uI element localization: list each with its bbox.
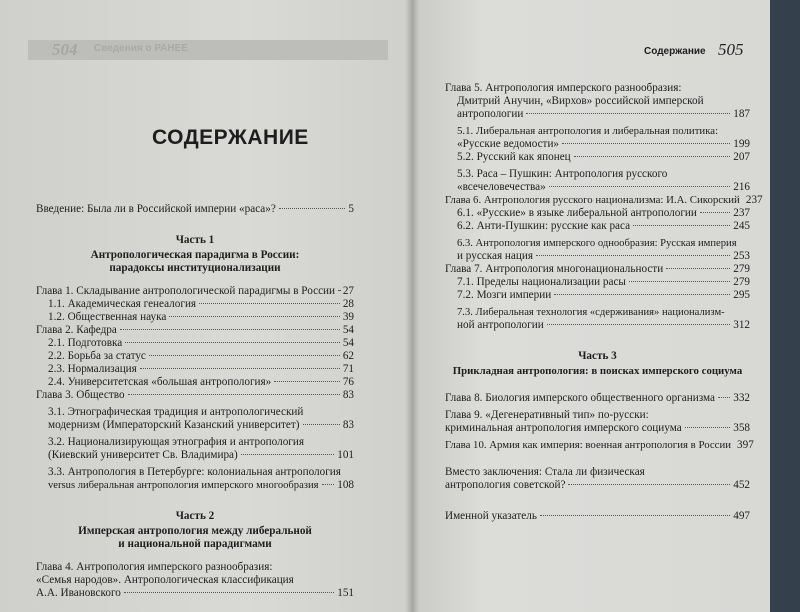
part-1-title-line-2: парадоксы институционализации <box>109 262 281 274</box>
toc-entry[interactable]: 2.2. Борьба за статус 62 <box>48 350 354 362</box>
toc-entry-6-1[interactable]: 6.1. «Русские» в языке либеральной антропологии 237 <box>457 207 750 219</box>
book-background-edge <box>770 0 800 612</box>
toc-entry-index[interactable]: Именной указатель 497 <box>445 510 750 522</box>
toc-entry[interactable]: 2.3. Нормализация 71 <box>48 363 354 375</box>
right-running-head: Содержание <box>644 46 706 57</box>
toc-entry-5-3[interactable]: 5.3. Раса – Пушкин: Антропология русского «всечеловечества» 216 <box>457 168 750 193</box>
toc-entry-ch7[interactable]: Глава 7. Антропология многонациональности 279 <box>445 263 750 275</box>
toc-right <box>445 82 763 523</box>
toc-entry-3-3[interactable]: 3.3. Антропология в Петербурге: колониальная антропология versus либеральная антропология имперского многообразия 108 <box>48 466 354 491</box>
toc-entry-5-2[interactable]: 5.2. Русский как японец 207 <box>457 151 750 163</box>
toc-entry[interactable]: Глава 2. Кафедра 54 <box>36 324 354 336</box>
part-3-label: Часть 3 <box>578 350 617 362</box>
toc-entry[interactable]: 2.4. Университетская «большая антропология» 76 <box>48 376 354 388</box>
toc-entry-ch5[interactable]: Глава 5. Антропология имперского разнообразия: Дмитрий Анучин, «Вирхов» российской имперской антропологии 187 <box>445 82 750 120</box>
toc-entry-conclusion[interactable]: Вместо заключения: Стала ли физическая антропология советской? 452 <box>445 466 750 491</box>
toc-left <box>36 203 354 600</box>
toc-entry-7-2[interactable]: 7.2. Мозги империи 295 <box>457 289 750 301</box>
toc-entry-7-3[interactable]: 7.3. Либеральная технология «сдерживания» национализм- ной антропологии 312 <box>457 307 750 331</box>
left-running-head: Сведения о РАНЕЕ <box>94 43 188 54</box>
toc-entry[interactable]: 2.1. Подготовка 54 <box>48 337 354 349</box>
right-page-number: 505 <box>718 40 744 59</box>
toc-entry-ch8[interactable]: Глава 8. Биология имперского общественного организма 332 <box>445 392 750 404</box>
toc-entry-5-1[interactable]: 5.1. Либеральная антропология и либеральная политика: «Русские ведомости» 199 <box>457 125 750 150</box>
toc-entry-3-1[interactable]: 3.1. Этнографическая традиция и антропологический модернизм (Императорский Казанский университет) 83 <box>48 406 354 431</box>
part-1-label: Часть 1 <box>175 234 215 246</box>
part-2-title-line-1: Имперская антропология между либеральной <box>78 525 312 537</box>
part-2-label: Часть 2 <box>175 510 215 522</box>
part-3-title: Прикладная антропология: в поисках имперского социума <box>452 365 743 377</box>
toc-entry-ch4[interactable]: Глава 4. Антропология имперского разнообразия: «Семья народов». Антропологическая классификация А.А. Ивановского 151 <box>36 561 354 599</box>
toc-entry[interactable]: 1.2. Общественная наука 39 <box>48 311 354 323</box>
toc-entry[interactable]: Глава 3. Общество 83 <box>36 389 354 401</box>
part-2-title-line-2: и национальной парадигмами <box>118 538 272 550</box>
right-page <box>412 0 770 612</box>
part-1-title-line-1: Антропологическая парадигма в России: <box>90 249 300 261</box>
toc-entry-7-1[interactable]: 7.1. Пределы национализации расы 279 <box>457 276 750 288</box>
toc-entry-6-2[interactable]: 6.2. Анти-Пушкин: русские как раса 245 <box>457 220 750 232</box>
toc-entry-6-3[interactable]: 6.3. Антропология имперского однообразия: Русская империя и русская нация 253 <box>457 238 750 262</box>
page-title: СОДЕРЖАНИЕ <box>152 126 309 149</box>
left-page-number: 504 <box>52 40 78 59</box>
toc-entry-ch10[interactable]: Глава 10. Армия как империя: военная антропология в России 397 <box>445 439 754 451</box>
toc-entry[interactable]: Глава 1. Складывание антропологической парадигмы в России 27 <box>36 285 354 297</box>
toc-entry-3-2[interactable]: 3.2. Национализирующая этнография и антропология (Киевский университет Св. Владимира) 101 <box>48 436 354 461</box>
book-gutter <box>405 0 419 612</box>
toc-entry-ch6[interactable]: Глава 6. Антропология русского национализма: И.А. Сикорский 237 <box>445 194 763 206</box>
running-head-bar <box>28 40 388 60</box>
toc-entry-ch9[interactable]: Глава 9. «Дегенеративный тип» по-русски: криминальная антропология имперского социума 358 <box>445 409 750 434</box>
toc-entry[interactable]: 1.1. Академическая генеалогия 28 <box>48 298 354 310</box>
toc-entry-intro[interactable]: Введение: Была ли в Российской империи «раса»? 5 <box>36 203 354 215</box>
